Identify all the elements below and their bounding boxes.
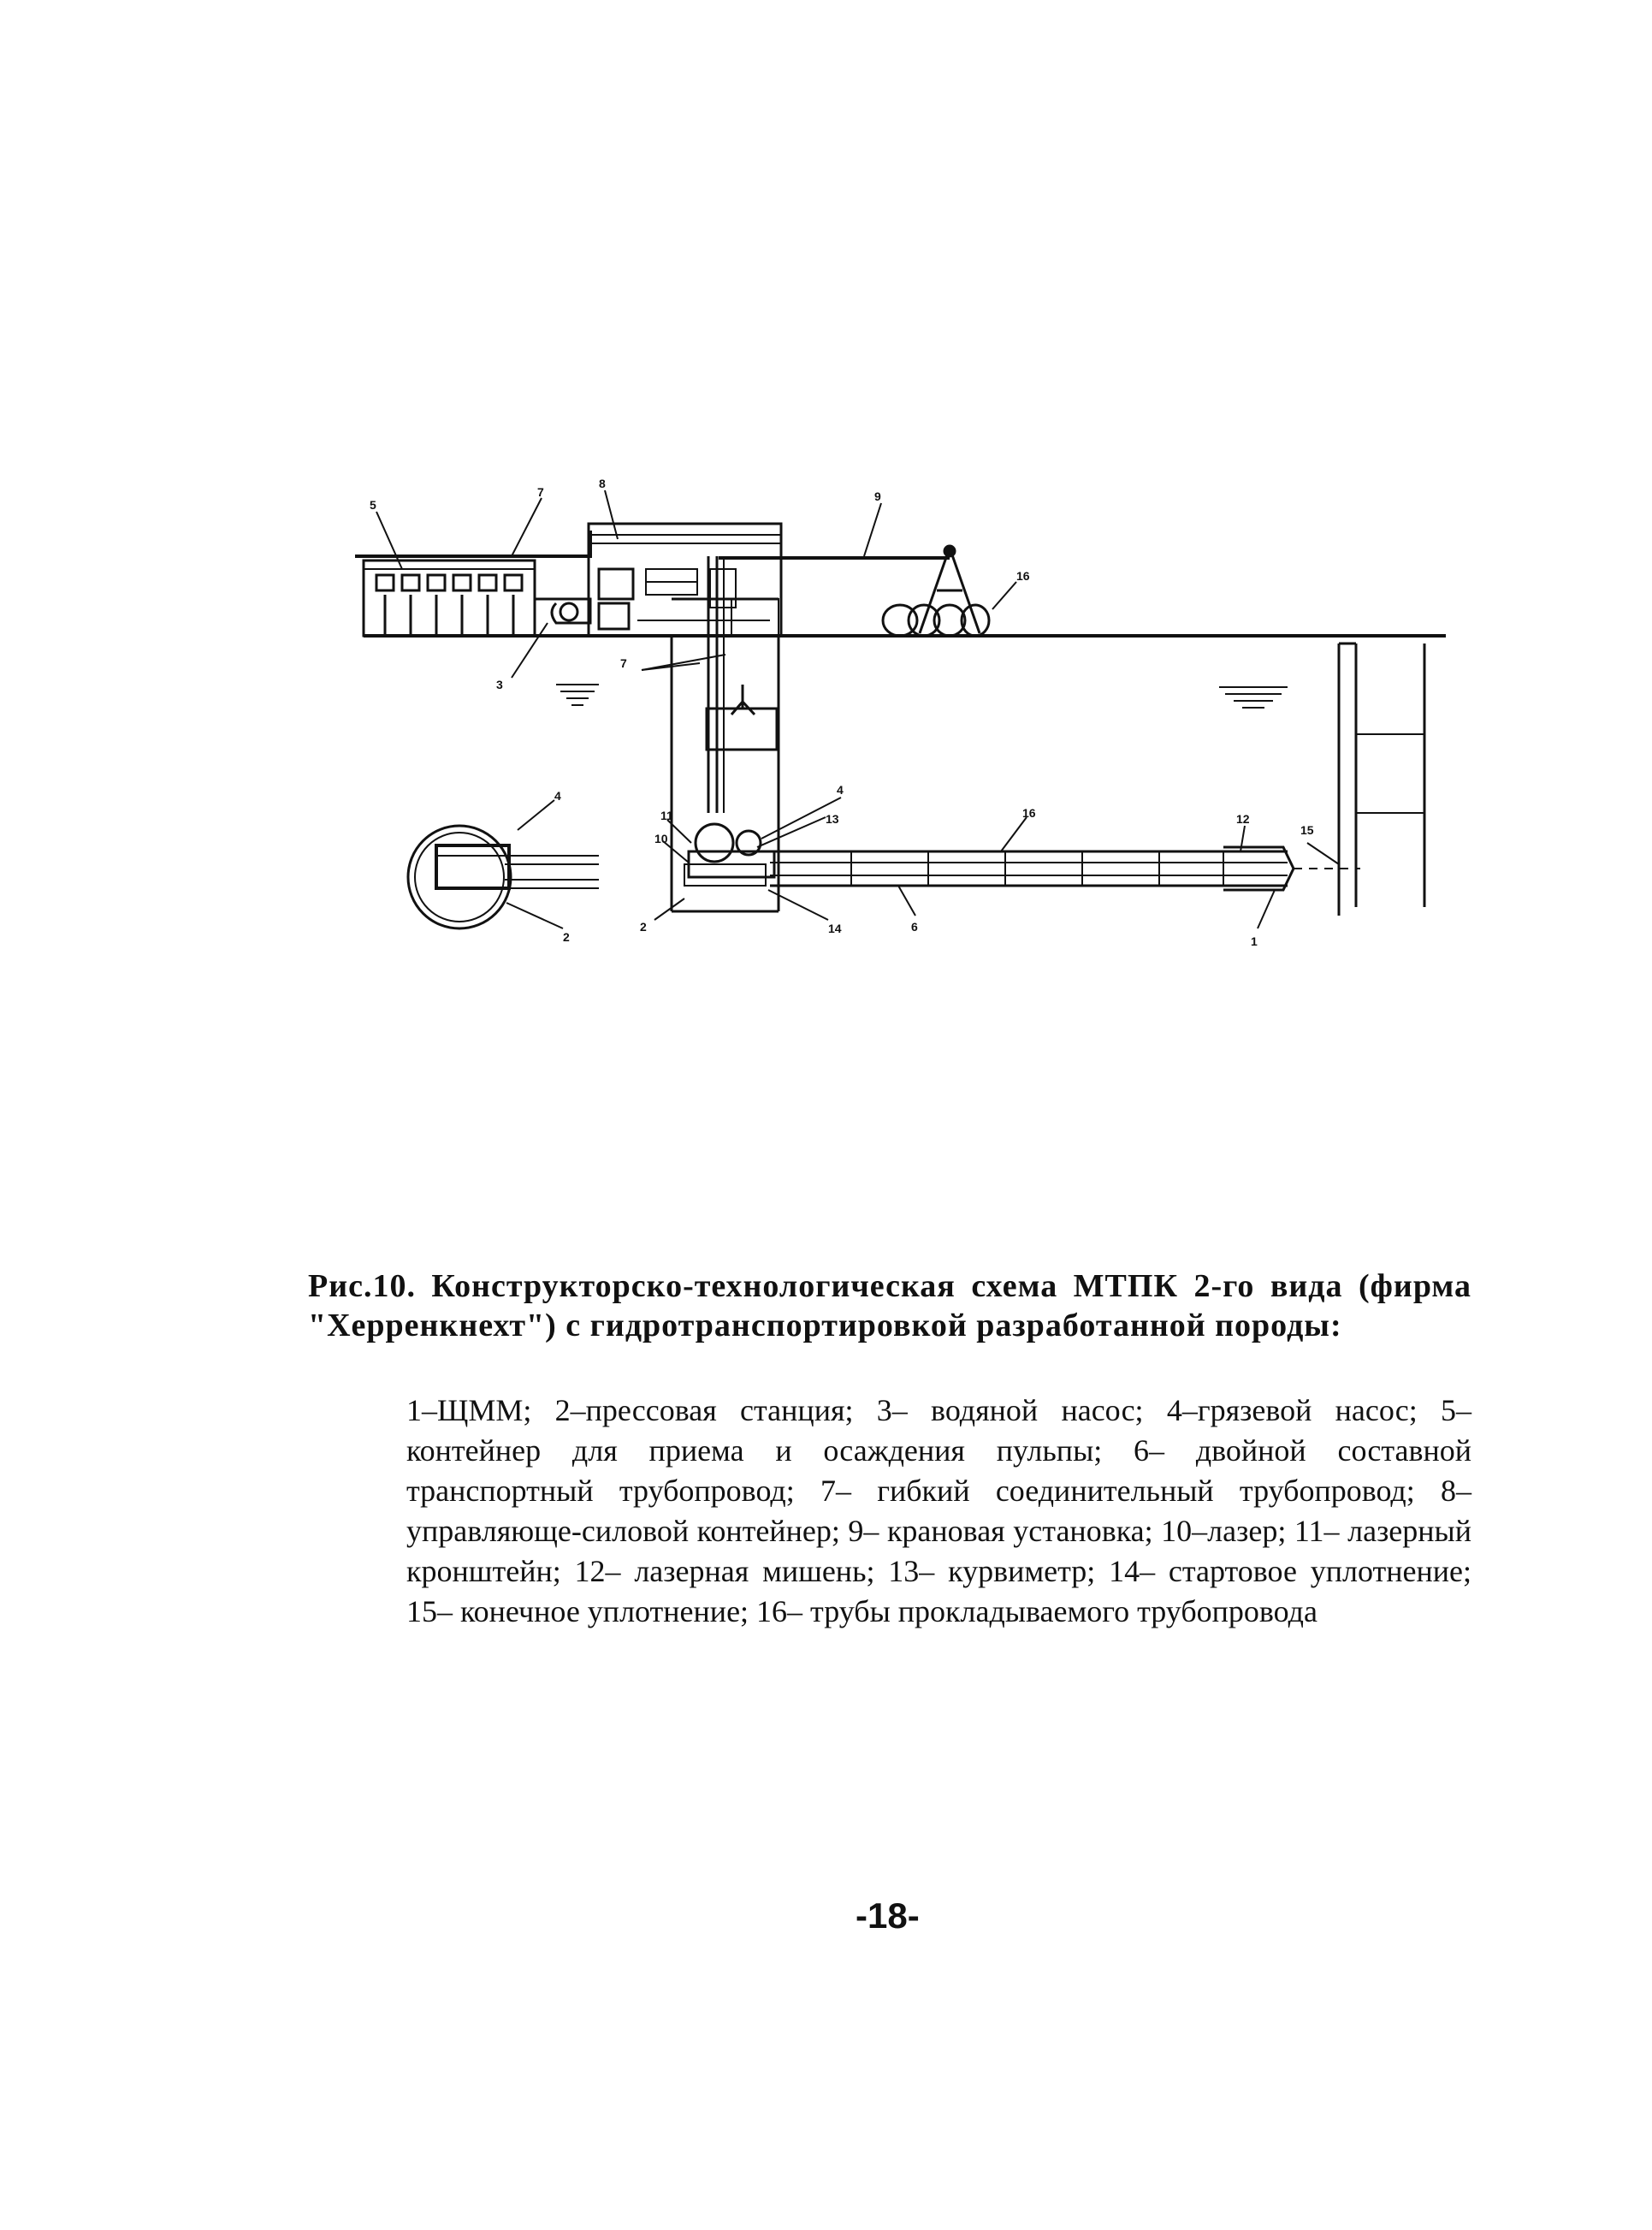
callout-15: 15 <box>1300 823 1314 837</box>
figure-legend: 1–ЩММ; 2–прессовая станция; 3– водяной насос; 4–грязевой насос; 5–контейнер для приема и осаждения пульпы; 6– двойной составной транспортный трубопровод; 7– гибкий соединительный трубопровод; 8–управляюще-силовой контейнер; 9– крановая установка; 10–лазер; 11– лазерный кронштейн; 12– лазерная мишень; 13– курвиметр; 14– стартовое уплотнение; 15– конечное уплотнение; 16– трубы прокладываемого трубопровода <box>406 1393 1471 1628</box>
callout-8: 8 <box>599 477 606 490</box>
page-number: -18- <box>856 1895 920 1936</box>
callout-16-top: 16 <box>1016 569 1030 583</box>
pipeline <box>770 851 1288 886</box>
inset-detail <box>408 826 599 928</box>
callout-14: 14 <box>828 922 842 935</box>
callout-2-inset: 2 <box>563 930 570 944</box>
callout-4-inset: 4 <box>554 789 561 803</box>
callout-6: 6 <box>911 920 918 934</box>
callout-11: 11 <box>660 809 673 822</box>
water-level-left <box>556 685 599 705</box>
callout-3: 3 <box>496 678 503 691</box>
slurry-container <box>364 560 535 636</box>
target-shaft <box>1339 643 1424 916</box>
figure-caption <box>308 1266 1471 1345</box>
callout-1: 1 <box>1251 934 1258 948</box>
water-pump <box>535 599 590 623</box>
callout-12: 12 <box>1236 812 1250 826</box>
callout-4: 4 <box>837 783 844 797</box>
water-level-right <box>1219 687 1288 708</box>
shield-machine <box>1223 847 1294 890</box>
callout-5: 5 <box>370 498 376 512</box>
caption-title: Рис.10. Конструкторско-технологическая схема МТПК 2-го вида (фирма "Херренкнехт") с гидротранспортировкой разработанной породы: <box>308 1268 1471 1343</box>
callout-10: 10 <box>654 832 668 845</box>
callout-13: 13 <box>826 812 839 826</box>
callout-2: 2 <box>640 920 647 934</box>
callout-7-mid: 7 <box>620 656 627 670</box>
crane-frame <box>920 548 980 633</box>
callout-16: 16 <box>1022 806 1036 820</box>
control-container <box>589 524 781 636</box>
press-station <box>684 824 774 886</box>
callout-7-top: 7 <box>537 485 544 499</box>
callout-9: 9 <box>874 489 881 503</box>
